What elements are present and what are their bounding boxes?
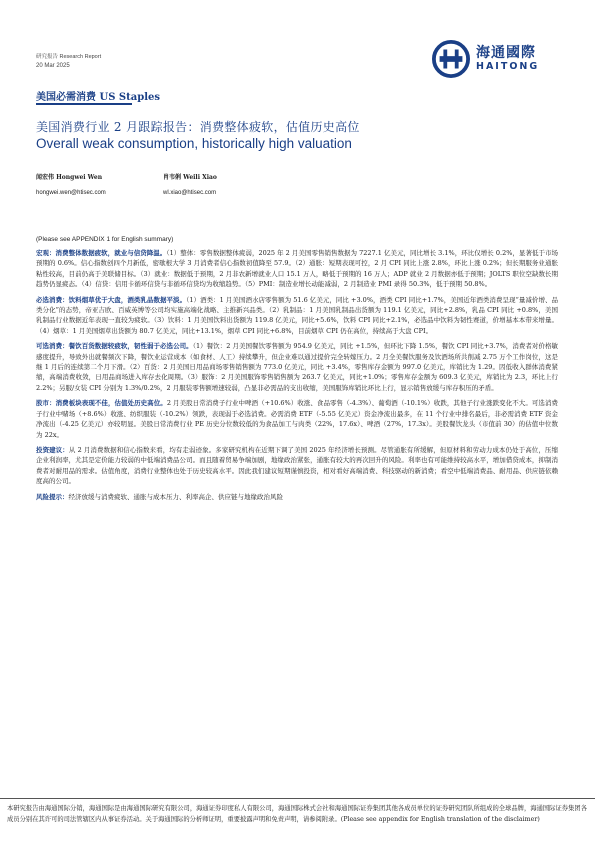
sector-underline (36, 103, 132, 105)
paragraph-lead: 必选消费：饮料烟草优于大盘，酒类乳品数据平淡。 (36, 295, 187, 304)
paragraph-risk (36, 492, 558, 502)
report-title-en: Overall weak consumption, historically high valuation (36, 136, 352, 151)
paragraph-investment (36, 445, 558, 487)
analyst-name-2: 肖韦俐 Weili Xiao (163, 174, 217, 181)
paragraph-text: 从 2 月消费数据和信心指数来看，均有走弱迹象。多家研究机构在近期下调了美国 2025 年经济增长预测。尽管通胀有所缓解，但原材料和劳动力成本仍处于高位，压缩企业利润率，尤其是定价能力较弱的中低端消费品公司。而且随着贸易争端加剧，地缘政治紧张，通胀有较大的再次回升的风险。利率也有可能维持较高水平，增加借贷成本，抑制消费者对耐用品的需求。估值角度，消费行业整体也处于历史较高水平。因此我们建议短期谨慎投资，相对看好高端消费、科技驱动的新消费；看空中低端消费品、耐用品、供应链依赖度高的公司。 (36, 445, 558, 486)
paragraph-lead: 风险提示： (36, 492, 69, 501)
haitong-logo-icon (432, 40, 470, 78)
paragraph-lead: 宏观：消费整体数据疲软，就业与信贷降温。 (36, 249, 167, 257)
paragraph-text: （1）酒类：1 月美国酒水店零售额为 51.6 亿美元，同比 +3.0%，酒类 CPI 同比+1.7%，美国近年酒类消费呈现“量减价增、品类分化”的态势，帝亚吉欧、百威英博等公司均实施高端化战略、主推新兴品类。（2）乳制品：1 月美国乳制品出货额为 119.1 亿美元，同比+2.8%，乳品 CPI 同比 +0.8%，美国乳制品行业数据近年表现一直较为疲软。（3）饮料：1 月美国饮料出货额为 119.8 亿美元，同比+5.6%，饮料 CPI 同比+2.1%，必选品中饮料为韧性赛道，价增基本本带来增量。（4）烟草：1 月美国烟草出货额为 80.7 亿美元，同比+13.1%，烟草 CPI 同比+6.8%，目前烟草 CPI 仍在高位，持续高于大盘 CPI。 (36, 295, 559, 335)
paragraph-text: 2 月美股日常消费子行业中啤酒（+10.6%）收涨、食品零售（-4.3%）、葡萄酒（-10.1%）收跌，其他子行业涨跌变化不大。可选消费子行业中赌场（+8.6%）收涨、纺织服装（-10.2%）领跌，表现弱于必选消费。必需消费 ETF（-5.55 亿美元）资金净流出最多，在 11 个行业中排名最后，非必需消费 ETF 资金净流出（-4.25 亿美元）亦较明显。美股日常消费行业 PE 历史分位数较低的为食品加工与肉类（22%，17.6x）、啤酒（27%，17.3x）。美股餐饮龙头（市值前 30）的估值中位数为 22x。 (36, 399, 559, 439)
haitong-logo (432, 38, 567, 80)
paragraph-discretionary (36, 341, 558, 393)
report-type-label: 研究报告 Research Report (36, 54, 102, 60)
logo-en-text: HAITONG (476, 61, 540, 72)
paragraph-staples (36, 295, 558, 337)
footer-divider (0, 798, 595, 799)
paragraph-macro (36, 248, 558, 290)
analyst-name-1: 闻宏伟 Hongwei Wen (36, 174, 103, 181)
report-body (36, 248, 558, 507)
paragraph-text: （1）整体：零售数据整体疲弱，2025 年 2 月美国零售销售数据为 7227.1 亿美元，同比增长 3.1%，环比仅增长 0.2%，显著低于市场预期的 0.6%。信心指数创四个月新低，密歇根大学 3 月消费者信心指数初值降至 57.9。（2）通胀：短期表现可控，2 月 CPI 同比上涨 2.8%，环比上涨 0.2%；但长期服务业通胀粘性较高，目前仍高于美联储目标。（3）就业：数据低于预期，2 月非农新增就业人口 15.1 万人，略低于预期的 16 万人；ADP 就业 2 月数据亦低于预期；JOLTS 职位空缺数长期趋势仍显疲态。（4）信贷：信用卡循环信贷与非循环信贷均为收缩趋势。（5）PMI：制造业增长动能减弱，2 月制造业 PMI 录得 50.3%，低于预期 50.8%。 (36, 249, 559, 289)
report-date: 20 Mar 2025 (36, 63, 70, 69)
paragraph-text: 经济放缓与消费疲软、通胀与成本压力、利率高企、供应链与地缘政治风险 (68, 492, 283, 501)
sector-label: 美国必需消费 US Staples (36, 92, 161, 103)
paragraph-lead: 可选消费：餐饮百货数据较疲软，韧性弱于必选公司。 (36, 342, 193, 351)
report-title-cn: 美国消费行业 2 月跟踪报告：消费整体疲软，估值历史高位 (36, 120, 360, 134)
paragraph-lead: 投资建议： (36, 445, 69, 454)
analyst-email-2[interactable]: wl.xiao@htisec.com (163, 190, 217, 196)
footer-disclaimer: 本研究报告由海通国际分销，海通国际是由海通国际研究有限公司，海通证券印度私人有限公司，海通国际株式会社和海通国际证券集团其他各成员单位的证券研究团队所组成的全球品牌，海通国际证券集团各成员分别在其许可的司法管辖区内从事证券活动。关于海通国际的分析师证明，重要披露声明和免责声明，请参阅附录。(Please see appendix for English translation of the disclaimer) (7, 805, 587, 823)
paragraph-market (36, 398, 558, 440)
analyst-email-1[interactable]: hongwei.wen@htisec.com (36, 190, 106, 196)
logo-cn-text: 海通國際 (476, 45, 536, 61)
paragraph-lead: 股市：消费板块表现不佳，估值处历史高位。 (36, 399, 167, 408)
appendix-note: (Please see APPENDIX 1 for English summary) (36, 236, 174, 243)
paragraph-text: （1）餐饮：2 月美国餐饮零售额为 954.9 亿美元，同比 +1.5%，但环比下降 1.5%，餐饮 CPI 同比+3.7%，消费者对价格敏感度提升，导致外出就餐频次下降，餐饮业运营成本（如食材、人工）持续攀升，但企业难以通过提价完全转嫁压力。2 月全美餐饮服务及饮酒场所共削减 2.75 万个工作岗位，这是继 1 月后的连续第二个月下滑。（2）百货：2 月美国日用品商场零售销售额为 773.0 亿美元，同比 +3.4%，零售库存金额为 997.0 亿美元，库销比为 1.29。因低收入群体消费紧缩，高端消费收敛，日用品商场进入库存去化周期。（3）服饰：2 月美国服饰零售销售额为 263.7 亿美元，同比+1.0%；零售库存金额为 609.3 亿美元，库销比为 2.3，环比上行 2.2%；另服/女装 CPI 分别为 1.3%/0.2%，2 月服装零售额增速较弱，凸显非必需品的支出收缩，美国服饰库销比环比上行，显示销售放缓与库存积压的矛盾。 (36, 342, 559, 392)
